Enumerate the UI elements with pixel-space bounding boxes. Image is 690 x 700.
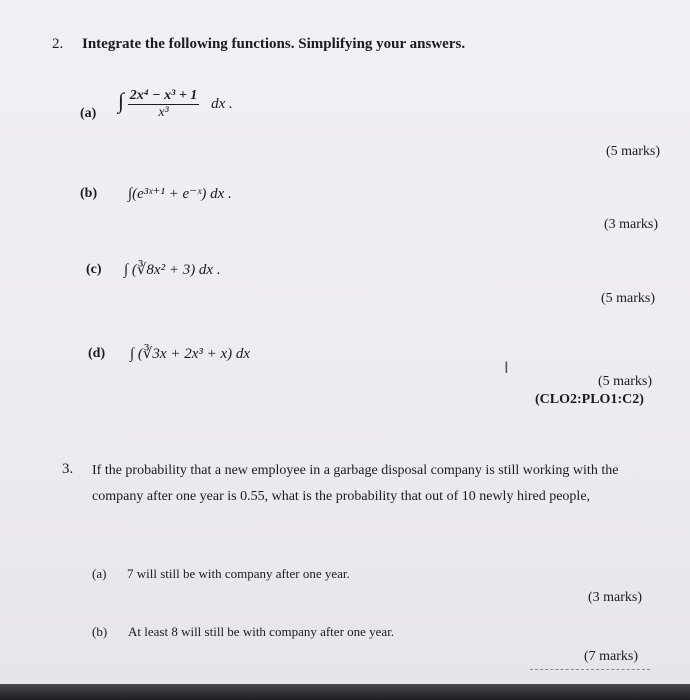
part-2a-label: (a): [80, 106, 97, 121]
dashed-rule: [530, 669, 650, 670]
part-3a-label: (a): [92, 566, 107, 581]
part-2d-marks: (5 marks): [598, 374, 653, 389]
part-2b-marks: (3 marks): [604, 217, 659, 232]
part-2b-label: (b): [80, 186, 98, 201]
clo-label: (CLO2:PLO1:C2): [535, 392, 644, 407]
text-cursor-icon: I: [504, 358, 509, 377]
fraction-numerator: 2x⁴ − x³ + 1: [129, 88, 198, 104]
part-3b-marks: (7 marks): [584, 649, 639, 664]
question-2-number: 2.: [52, 36, 64, 52]
part-2c-marks: (5 marks): [601, 291, 656, 306]
fraction-denominator: x³: [158, 105, 169, 121]
part-3a-text: 7 will still be with company after one year.: [127, 566, 350, 581]
differential: dx .: [211, 96, 233, 112]
question-3-text: If the probability that a new employee in a garbage disposal company is still working with the company after one year is 0.55, what is the probability that out of 10 newly hired people,: [92, 463, 619, 504]
question-2-heading: Integrate the following functions. Simplifying your answers.: [82, 36, 466, 52]
part-2d-label: (d): [88, 346, 106, 361]
part-2b-expression: ∫(e³ˣ⁺¹ + e⁻ˣ) dx .: [128, 186, 232, 202]
integral-symbol: ∫: [118, 88, 125, 113]
part-2d-expression: ∫ (∛3x + 2x³ + x) dx: [130, 346, 251, 362]
part-3a-marks: (3 marks): [588, 590, 643, 605]
question-3-number: 3.: [62, 461, 74, 477]
part-2a-expression: [118, 88, 233, 121]
part-3b-text: At least 8 will still be with company after one year.: [128, 624, 395, 639]
part-2c-expression: ∫ (∛8x² + 3) dx .: [124, 262, 221, 278]
part-3b-label: (b): [92, 624, 108, 639]
bottom-dark-edge: [0, 684, 690, 700]
part-2c-label: (c): [86, 262, 102, 277]
part-2a-marks: (5 marks): [606, 144, 661, 159]
fraction: [128, 88, 200, 121]
